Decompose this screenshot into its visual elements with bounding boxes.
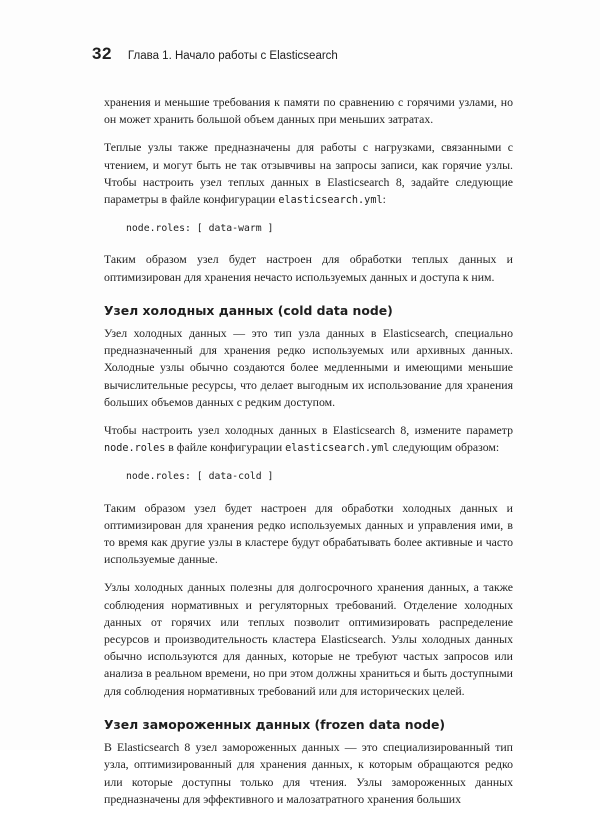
- code-block: node.roles: [ data-warm ]: [126, 223, 274, 235]
- page-number: 32: [92, 44, 112, 63]
- paragraph: Узел холодных данных — это тип узла данных в Elasticsearch, специально предназначенный для хранения редко используемых или архивных данных. Холодные узлы обычно создаются более медленными и имеющими меньшие вычислительные ресурсы, что делает выгодным их использование для хранения больших объемов данных с редким доступом.: [104, 326, 513, 409]
- paragraph: [104, 139, 513, 209]
- paragraph: [104, 422, 513, 457]
- code-block: node.roles: [ data-cold ]: [126, 471, 274, 483]
- inline-code: elasticsearch.yml: [285, 443, 390, 455]
- page-header: [92, 44, 512, 66]
- running-title: Глава 1. Начало работы с Elasticsearch: [127, 50, 338, 62]
- paragraph: В Elasticsearch 8 узел замороженных данных — это специализированный тип узла, оптимизированный для хранения данных, к которым обращаются редко или которые доступны только для чтения. Узлы замороженных данных предназначены для эффективного и малозатратного хранения больших: [104, 740, 513, 806]
- paragraph-text: :: [382, 192, 386, 207]
- paragraph: хранения и меньшие требования к памяти по сравнению с горячими узлами, но он может хранить большой объем данных при меньших затратах.: [104, 95, 513, 127]
- paragraph-text: Теплые узлы также предназначены для работы с нагрузками, связанными с чтением, и могут быть не так отзывчивы на запросы записи, как горячие узлы. Чтобы настроить узел теплых данных в Elasticsearch 8, задайте следующие параметры в файле конфигурации: [104, 140, 513, 207]
- section-heading: Узел замороженных данных (frozen data node): [104, 716, 446, 732]
- paragraph-text: следующим образом:: [389, 440, 500, 455]
- paragraph: Узлы холодных данных полезны для долгосрочного хранения данных, а также соблюдения нормативных и регуляторных требований. Отделение холодных данных от горячих или теплых позволит оптимизировать распределение ресурсов и производительность кластера Elasticsearch. Узлы холодных данных обычно используются для данных, которые не требуют частых запросов или анализа в реальном времени, но при этом должны храниться и быть доступными для соблюдения нормативных требований или для исторических целей.: [104, 580, 513, 698]
- paragraph-text: Чтобы настроить узел холодных данных в Elasticsearch 8, измените параметр: [104, 423, 513, 438]
- paragraph: Таким образом узел будет настроен для обработки теплых данных и оптимизирован для хранения нечасто используемых данных и доступа к ним.: [104, 252, 513, 284]
- inline-code: elasticsearch.yml: [278, 195, 383, 207]
- paragraph-text: в файле конфигурации: [165, 440, 286, 455]
- section-heading: Узел холодных данных (cold data node): [104, 302, 393, 318]
- paragraph: Таким образом узел будет настроен для обработки холодных данных и оптимизирован для хранения редко используемых данных и управления ими, в то время как другие узлы в кластере будут обрабатывать более активные и часто используемые данные.: [104, 500, 513, 567]
- page-body: [104, 94, 513, 819]
- inline-code: node.roles: [104, 443, 166, 455]
